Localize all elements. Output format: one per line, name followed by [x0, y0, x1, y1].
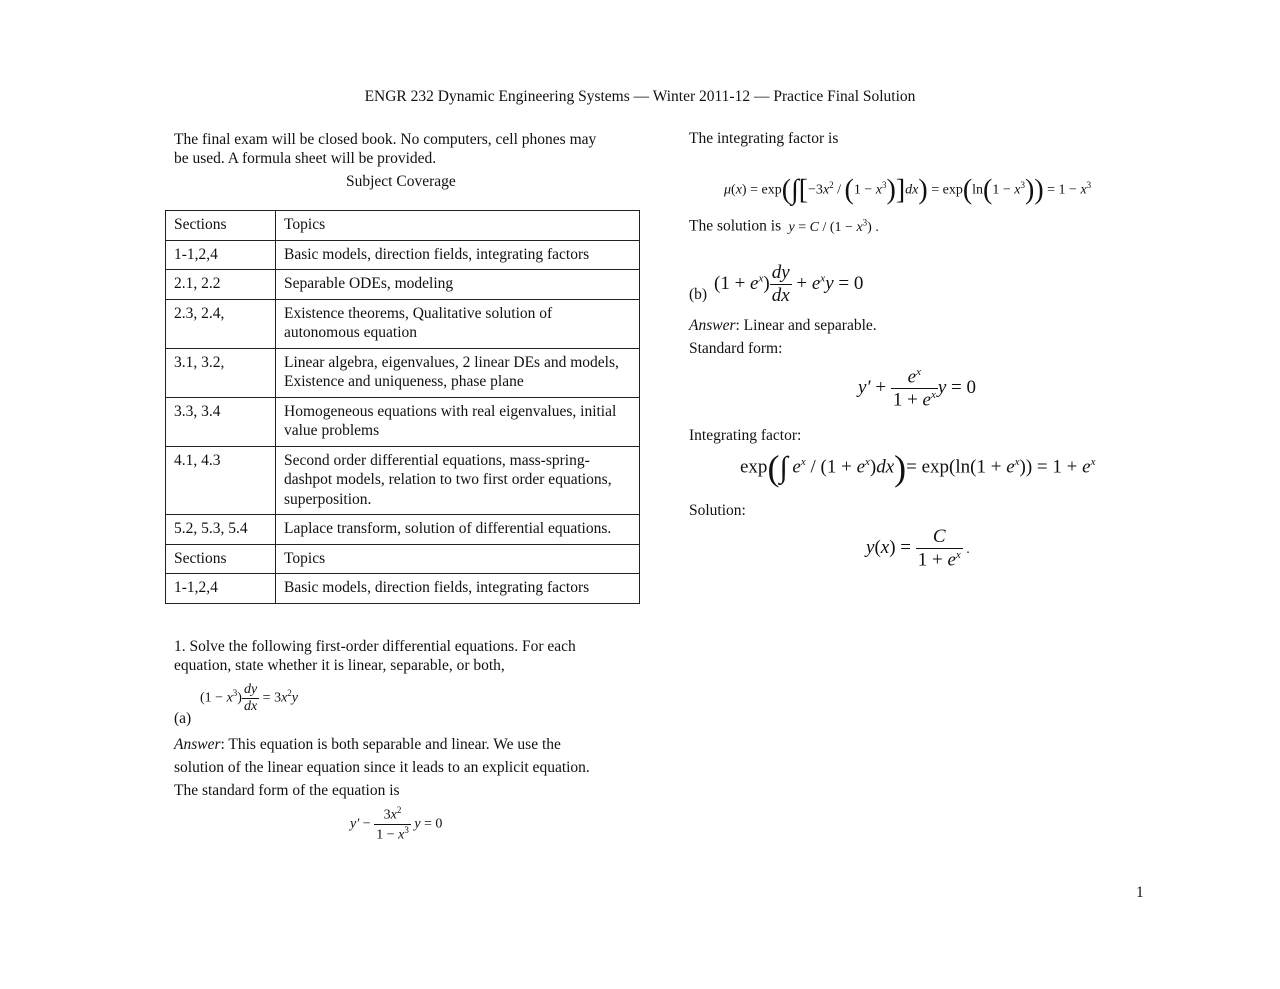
page-title: ENGR 232 Dynamic Engineering Systems — Winter 2011-12 — Practice Final Solution — [364, 88, 916, 105]
standard-form-b: y′ + $\frac{e^x}{1 + e^x}$ y = 0 — [858, 366, 977, 411]
table-row — [166, 544, 640, 574]
coverage-table — [165, 210, 640, 604]
table-row — [166, 446, 640, 515]
table-row — [166, 299, 640, 348]
table-row — [166, 348, 640, 397]
integrating-factor-label: Integrating factor: — [689, 427, 802, 444]
integrating-factor-intro: The integrating factor is — [689, 130, 839, 147]
section-cell: 1-1,2,4 — [166, 240, 276, 270]
section-cell: 2.3, 2.4, — [166, 299, 276, 348]
section-cell: 3.3, 3.4 — [166, 397, 276, 446]
section-cell: 1-1,2,4 — [166, 574, 276, 604]
table-row — [166, 240, 640, 270]
question-1-line-2: equation, state whether it is linear, separable, or both, — [174, 657, 505, 674]
answer-b-label: Answer — [689, 317, 736, 334]
topic-cell: Homogeneous equations with real eigenvalues, initial value problems — [276, 397, 640, 446]
topic-cell: Basic models, direction fields, integrating factors — [276, 574, 640, 604]
topic-cell: Second order differential equations, mass-spring-dashpot models, relation to two first order equations, superposition. — [276, 446, 640, 515]
standard-form-a: y′ − $\frac{3x^2}{1 - x^3}$ y = 0 — [350, 805, 443, 843]
section-cell: Sections — [166, 544, 276, 574]
answer-b — [689, 317, 877, 335]
topic-cell: Existence theorems, Qualitative solution of autonomous equation — [276, 299, 640, 348]
intro-line-2: be used. A formula sheet will be provided. — [174, 150, 437, 167]
equation-b: $(1 + e^x)$ $\frac{dy}{dx}$ + $e^xy = 0$ — [714, 262, 864, 306]
solution-a-equation: $y = C / (1 - x^3)$ . — [785, 217, 879, 235]
topic-cell: Topics — [276, 211, 640, 241]
integrating-factor-equation-b: exp(∫ $e^x / (1 + e^x)dx)= \exp(\ln(1 + e^x)) = 1 + e^x$ — [740, 447, 1096, 488]
topic-cell: Laplace transform, solution of differential equations. — [276, 515, 640, 545]
intro-text — [174, 130, 644, 168]
table-row — [166, 270, 640, 300]
part-a-label: (a) — [174, 710, 192, 727]
section-cell: 5.2, 5.3, 5.4 — [166, 515, 276, 545]
section-cell: 3.1, 3.2, — [166, 348, 276, 397]
equation-a: $(1 - x^3)$ $\frac{dy}{dx}$ = $3x^2y$ — [200, 682, 299, 714]
topic-cell: Linear algebra, eigenvalues, 2 linear DEs and models, Existence and uniqueness, phase plane — [276, 348, 640, 397]
solution-b-equation: y(x) = $\frac{C}{1 + e^x}$ . — [866, 526, 970, 571]
answer-b-text: : Linear and separable. — [735, 317, 877, 334]
solution-is-label: The solution is — [689, 217, 782, 235]
answer-a-line-1: : This equation is both separable and linear. We use the — [220, 736, 561, 753]
standard-form-label: Standard form: — [689, 340, 783, 357]
integrating-factor-equation-a: $\mu(x) = \exp(\int[-3x^2 / (1 - x^3)]dx) = \exp(\ln(1 - x^3)) = 1 - x^3$ — [724, 174, 1092, 206]
section-cell: 2.1, 2.2 — [166, 270, 276, 300]
answer-a-label: Answer — [174, 736, 221, 753]
coverage-title: Subject Coverage — [346, 173, 456, 190]
page-number: 1 — [1136, 884, 1144, 901]
intro-line-1: The final exam will be closed book. No computers, cell phones may — [174, 131, 597, 148]
topic-cell: Basic models, direction fields, integrating factors — [276, 240, 640, 270]
question-1-text — [174, 637, 644, 675]
answer-a — [174, 733, 644, 802]
section-cell: 4.1, 4.3 — [166, 446, 276, 515]
table-row — [166, 515, 640, 545]
solution-label: Solution: — [689, 502, 746, 519]
topic-cell: Topics — [276, 544, 640, 574]
answer-a-line-2: solution of the linear equation since it leads to an explicit equation. — [174, 759, 590, 776]
topic-cell: Separable ODEs, modeling — [276, 270, 640, 300]
section-cell: Sections — [166, 211, 276, 241]
table-row — [166, 211, 640, 241]
table-row — [166, 574, 640, 604]
part-b-label: (b) — [689, 286, 708, 303]
question-1-line-1: 1. Solve the following first-order differential equations. For each — [174, 638, 576, 655]
table-row — [166, 397, 640, 446]
answer-a-line-3: The standard form of the equation is — [174, 782, 400, 799]
solution-is-line — [689, 217, 879, 236]
